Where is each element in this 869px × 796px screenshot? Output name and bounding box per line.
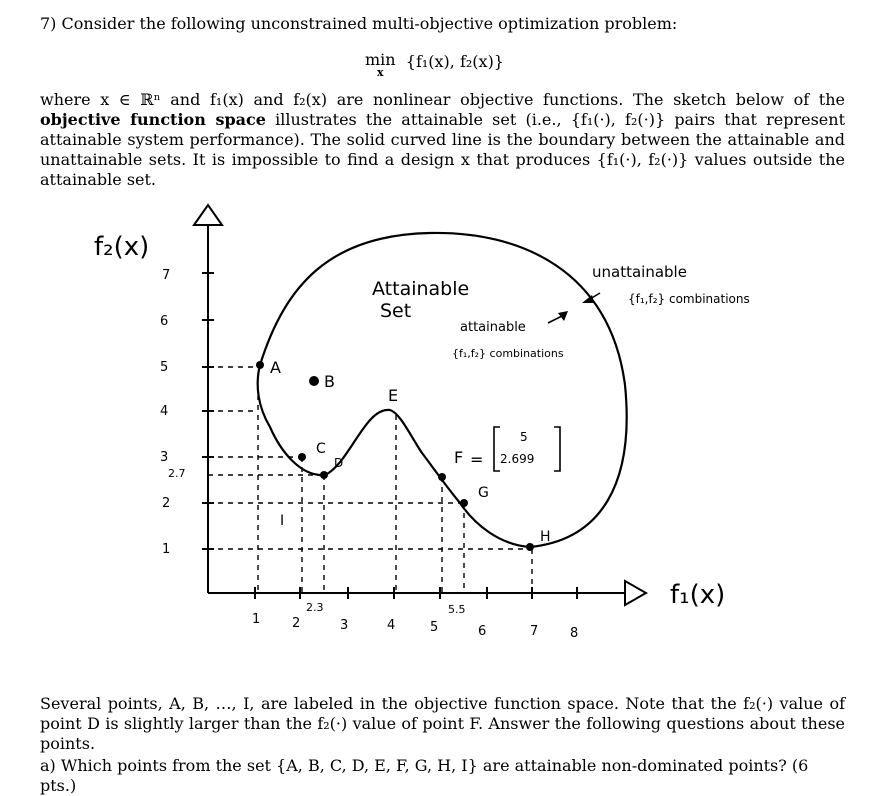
- y-tick-5: 5: [160, 360, 169, 375]
- point-c-marker: [298, 453, 306, 461]
- point-c-label: C: [316, 441, 326, 457]
- point-f-marker: [438, 473, 446, 481]
- x-tick-2: 2: [292, 616, 301, 631]
- point-d-marker: [320, 471, 328, 479]
- x-tick-3: 3: [340, 618, 349, 633]
- unattainable-label-line2: {f₁,f₂} combinations: [628, 292, 750, 306]
- unattainable-label-line1: unattainable: [592, 263, 687, 281]
- point-e-label: E: [388, 386, 399, 405]
- x-axis-arrowhead: [625, 581, 646, 605]
- point-d-label: D: [334, 456, 344, 470]
- x-tick-8: 8: [570, 626, 579, 641]
- x-tick-5: 5: [430, 620, 439, 635]
- attainable-set-label-line2: Set: [380, 300, 412, 322]
- point-b-marker: [309, 376, 319, 386]
- unattainable-arrowhead: [582, 295, 594, 303]
- point-a-label: A: [270, 358, 281, 377]
- question-title: 7) Consider the following unconstrained multi-objective optimization problem:: [40, 14, 678, 33]
- y-tick-3: 3: [160, 450, 169, 465]
- point-a-marker: [256, 361, 264, 369]
- x-tick-1: 1: [252, 612, 261, 627]
- y-tick-4: 4: [160, 404, 169, 419]
- y-tick-6: 6: [160, 314, 169, 329]
- attainable-set-label-line1: Attainable: [372, 278, 470, 300]
- point-h-label: H: [540, 529, 551, 545]
- attainable-combo-line1: attainable: [460, 320, 526, 335]
- f-equation-display: =: [470, 450, 484, 469]
- question-part-a: a) Which points from the set {A, B, C, D, E, F, G, H, I} are attainable non-dominated points? (6 pts.): [40, 756, 809, 795]
- min-subscript: x: [377, 66, 384, 79]
- point-i-label: I: [280, 513, 285, 529]
- x-tick-6: 6: [478, 624, 487, 639]
- points-description: Several points, A, B, …, I, are labeled in the objective function space. Note that the f₂(·) value of point D is slightly larger than the f₂(·) value of point F. Answer the following questions about these points.: [40, 694, 845, 753]
- point-b-label: B: [324, 372, 335, 391]
- x-axis-label: f₁(x): [670, 580, 726, 610]
- y-axis-label: f₂(x): [94, 232, 150, 262]
- attainable-combo-arrowhead: [558, 311, 568, 321]
- y-tick-7: 7: [162, 268, 171, 283]
- min-word: min: [365, 50, 396, 69]
- objective-space-sketch: [80, 195, 800, 675]
- point-g-marker: [460, 499, 468, 507]
- y-tick-2: 2: [162, 496, 171, 511]
- y-tick-1: 1: [162, 542, 171, 557]
- y-axis-arrowhead: [194, 205, 222, 225]
- description-part-2: illustrates the attainable set (i.e., {f₁(·), f₂(·)} pairs that represent attainable system performance). The solid curved line is the boundary between the attainable and unattainable sets. It is impossible to find a design x that produces {f₁(·), f₂(·)} values outside the attainable set.: [40, 110, 846, 189]
- attainable-combo-line2: {f₁,f₂} combinations: [452, 347, 564, 360]
- description-bold-term: objective function space: [40, 110, 266, 129]
- description-part-1: where x ∈ ℝⁿ and f₁(x) and f₂(x) are nonlinear objective functions. The sketch below of the: [40, 90, 845, 109]
- x-tick-5-5: 5.5: [448, 603, 466, 616]
- f-vector-bottom: 2.699: [500, 452, 535, 466]
- min-operator: [365, 52, 396, 78]
- f-vector-top: 5: [520, 430, 528, 444]
- optimization-formula: [0, 52, 869, 78]
- point-h-marker: [526, 543, 534, 551]
- point-g-label: G: [478, 485, 489, 501]
- x-tick-7: 7: [530, 624, 539, 639]
- x-tick-4: 4: [387, 618, 396, 633]
- y-tick-2-7: 2.7: [168, 467, 186, 480]
- point-f-label: F: [454, 448, 464, 467]
- problem-description: [40, 90, 845, 190]
- x-tick-2-3: 2.3: [306, 601, 324, 614]
- objective-set: {f₁(x), f₂(x)}: [405, 52, 504, 71]
